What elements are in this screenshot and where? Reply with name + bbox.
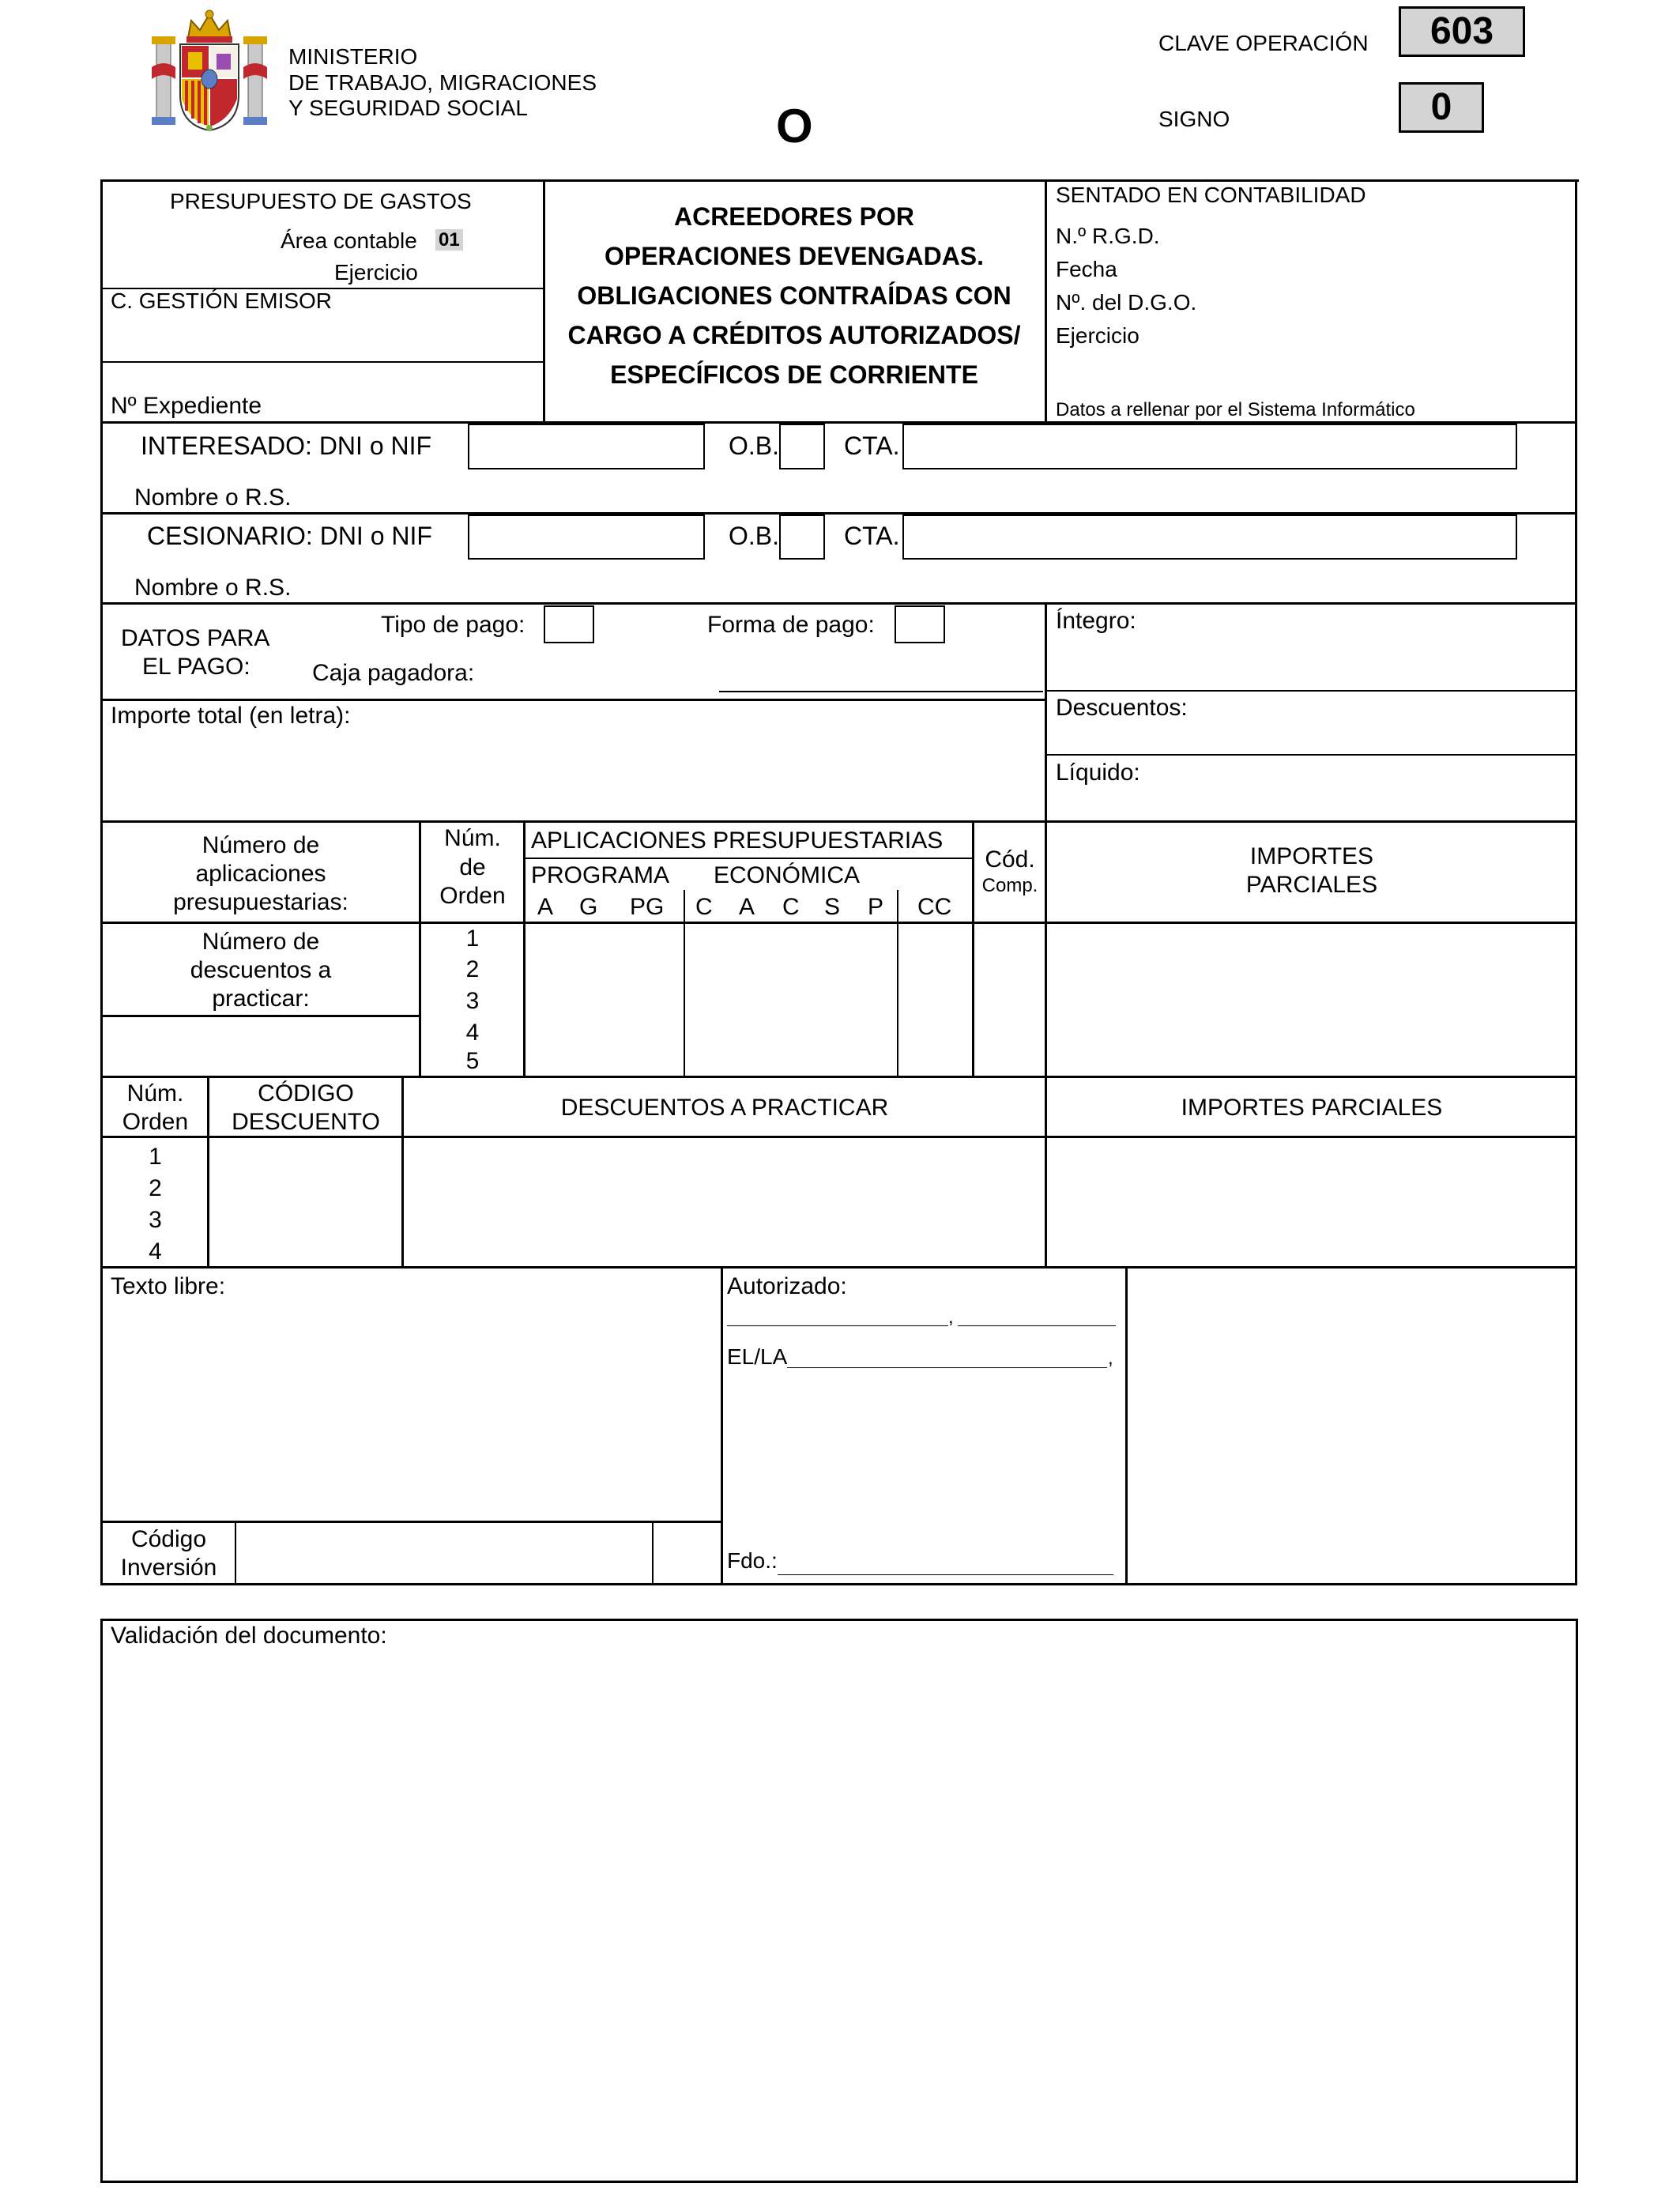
tipo-pago-label: Tipo de pago:: [381, 612, 525, 638]
ministry-line-2: DE TRABAJO, MIGRACIONES: [288, 70, 597, 95]
cesionario-ob-input[interactable]: [779, 515, 825, 560]
aplicaciones-title: APLICACIONES PRESUPUESTARIAS: [531, 827, 944, 854]
fecha-label: Fecha: [1056, 257, 1117, 281]
document-type-letter: O: [776, 100, 813, 153]
texto-libre-label: Texto libre:: [111, 1273, 226, 1299]
num-aplicaciones-line-3: presupuestarias:: [173, 889, 348, 915]
expediente-label: Nº Expediente: [111, 393, 262, 419]
fdo-line: [778, 1574, 1113, 1575]
interesado-ob-input[interactable]: [779, 424, 825, 469]
codigo-descuento-line-2: DESCUENTO: [232, 1109, 380, 1135]
cod-comp-line-1: Cód.: [985, 846, 1035, 873]
cod-comp-line-2: Comp.: [981, 875, 1038, 896]
el-la-label: EL/LA: [727, 1344, 788, 1369]
cesionario-ob-label: O.B.: [729, 522, 780, 550]
rgd-label: N.º R.G.D.: [1056, 224, 1160, 248]
num-descuentos-line-1: Número de: [202, 929, 320, 955]
liquido-label: Líquido:: [1056, 760, 1140, 786]
signo-value: 0: [1399, 82, 1484, 133]
aplicacion-row-1: 1: [465, 925, 480, 952]
col-s: S: [824, 894, 841, 920]
forma-pago-input[interactable]: [895, 605, 945, 643]
dgo-label: Nº. del D.G.O.: [1056, 290, 1197, 315]
col-g: G: [579, 894, 598, 920]
cesionario-dni-input[interactable]: [468, 515, 705, 560]
col-pg: PG: [630, 894, 665, 920]
num-orden-line-2: de: [459, 854, 486, 880]
descuentos-importes-title: IMPORTES PARCIALES: [1181, 1095, 1443, 1121]
clave-operacion-label: CLAVE OPERACIÓN: [1158, 31, 1369, 55]
clave-operacion-value: 603: [1399, 6, 1525, 57]
comma-1: ,: [948, 1306, 954, 1328]
area-contable-value: 01: [435, 229, 463, 251]
sentado-contabilidad-title: SENTADO EN CONTABILIDAD: [1056, 183, 1366, 207]
aplicacion-row-3: 3: [465, 988, 480, 1014]
texto-libre-field[interactable]: [107, 1304, 715, 1516]
title-line-5: ESPECÍFICOS DE CORRIENTE: [610, 360, 978, 389]
comma-2: ,: [1108, 1348, 1113, 1369]
aplicacion-row-4: 4: [465, 1020, 480, 1046]
coat-of-arms-icon: [150, 8, 269, 134]
area-contable-label: Área contable: [281, 228, 417, 253]
cesionario-dni-label: CESIONARIO: DNI o NIF: [147, 522, 432, 550]
title-line-4: CARGO A CRÉDITOS AUTORIZADOS/: [567, 321, 1021, 349]
gestion-emisor-field[interactable]: [107, 316, 533, 354]
autorizado-label: Autorizado:: [727, 1273, 847, 1299]
autorizado-date-line: [958, 1325, 1116, 1326]
cesionario-cta-input[interactable]: [902, 515, 1517, 560]
importes-parciales-line-2: PARCIALES: [1245, 872, 1378, 898]
signo-label: SIGNO: [1158, 107, 1230, 131]
title-line-2: OPERACIONES DEVENGADAS.: [604, 242, 985, 270]
col-a2: A: [739, 894, 755, 920]
descuento-row-1: 1: [149, 1144, 162, 1170]
num-descuentos-line-2: descuentos a: [190, 957, 332, 983]
num-orden-line-3: Orden: [439, 883, 506, 909]
col-c2: C: [782, 894, 800, 920]
num-descuentos-line-3: practicar:: [212, 986, 310, 1012]
tipo-pago-input[interactable]: [544, 605, 594, 643]
descuentos-practicar-title: DESCUENTOS A PRACTICAR: [560, 1095, 889, 1121]
aplicacion-row-5: 5: [465, 1048, 480, 1074]
datos-pago-line-2: EL PAGO:: [142, 654, 250, 680]
descuento-row-3: 3: [149, 1207, 162, 1233]
col-p: P: [868, 894, 884, 920]
codigo-descuento-line-1: CÓDIGO: [258, 1080, 354, 1106]
descuentos-label: Descuentos:: [1056, 695, 1188, 721]
col-a: A: [537, 894, 554, 920]
gestion-emisor-label: C. GESTIÓN EMISOR: [111, 288, 333, 313]
interesado-dni-label: INTERESADO: DNI o NIF: [141, 432, 432, 460]
ministry-line-3: Y SEGURIDAD SOCIAL: [288, 96, 528, 120]
importe-letra-label: Importe total (en letra):: [111, 703, 351, 729]
num-aplicaciones-line-1: Número de: [202, 832, 320, 858]
cesionario-nombre-label: Nombre o R.S.: [134, 575, 292, 601]
col-c: C: [695, 894, 713, 920]
codigo-inversion-line-1: Código: [130, 1526, 207, 1552]
descuento-num-line-1: Núm.: [126, 1080, 184, 1106]
descuento-row-4: 4: [149, 1238, 162, 1265]
col-cc: CC: [917, 894, 952, 920]
interesado-cta-label: CTA.: [844, 432, 900, 460]
importes-parciales-line-1: IMPORTES: [1249, 843, 1374, 869]
system-note: Datos a rellenar por el Sistema Informático: [1056, 399, 1415, 420]
num-orden-line-1: Núm.: [444, 825, 501, 851]
num-aplicaciones-line-2: aplicaciones: [195, 861, 326, 887]
interesado-cta-input[interactable]: [902, 424, 1517, 469]
fdo-label: Fdo.:: [727, 1548, 778, 1573]
autorizado-place-line: [727, 1325, 948, 1326]
descuento-row-2: 2: [149, 1175, 162, 1201]
presupuesto-title: PRESUPUESTO DE GASTOS: [170, 189, 472, 213]
codigo-inversion-line-2: Inversión: [120, 1555, 217, 1581]
aplicacion-row-2: 2: [465, 956, 480, 982]
forma-pago-label: Forma de pago:: [707, 612, 875, 638]
descuento-num-line-2: Orden: [122, 1109, 189, 1135]
interesado-dni-input[interactable]: [468, 424, 705, 469]
accounting-ejercicio-label: Ejercicio: [1056, 323, 1139, 348]
validacion-frame: [100, 1619, 1578, 2183]
interesado-nombre-label: Nombre o R.S.: [134, 484, 292, 511]
cesionario-cta-label: CTA.: [844, 522, 900, 550]
title-line-1: ACREEDORES POR: [673, 202, 915, 231]
ejercicio-label: Ejercicio: [334, 260, 418, 285]
codigo-inversion-input[interactable]: [239, 1525, 650, 1581]
validacion-label: Validación del documento:: [111, 1623, 387, 1649]
integro-label: Íntegro:: [1056, 608, 1136, 634]
economica-label: ECONÓMICA: [714, 862, 861, 888]
title-line-3: OBLIGACIONES CONTRAÍDAS CON: [577, 281, 1011, 310]
ministry-line-1: MINISTERIO: [288, 44, 418, 69]
el-la-line: [787, 1367, 1107, 1368]
programa-label: PROGRAMA: [531, 862, 670, 888]
caja-pagadora-label: Caja pagadora:: [312, 660, 475, 686]
datos-pago-line-1: DATOS PARA: [121, 625, 270, 651]
num-descuentos-input[interactable]: [104, 1020, 416, 1073]
interesado-ob-label: O.B.: [729, 432, 780, 460]
